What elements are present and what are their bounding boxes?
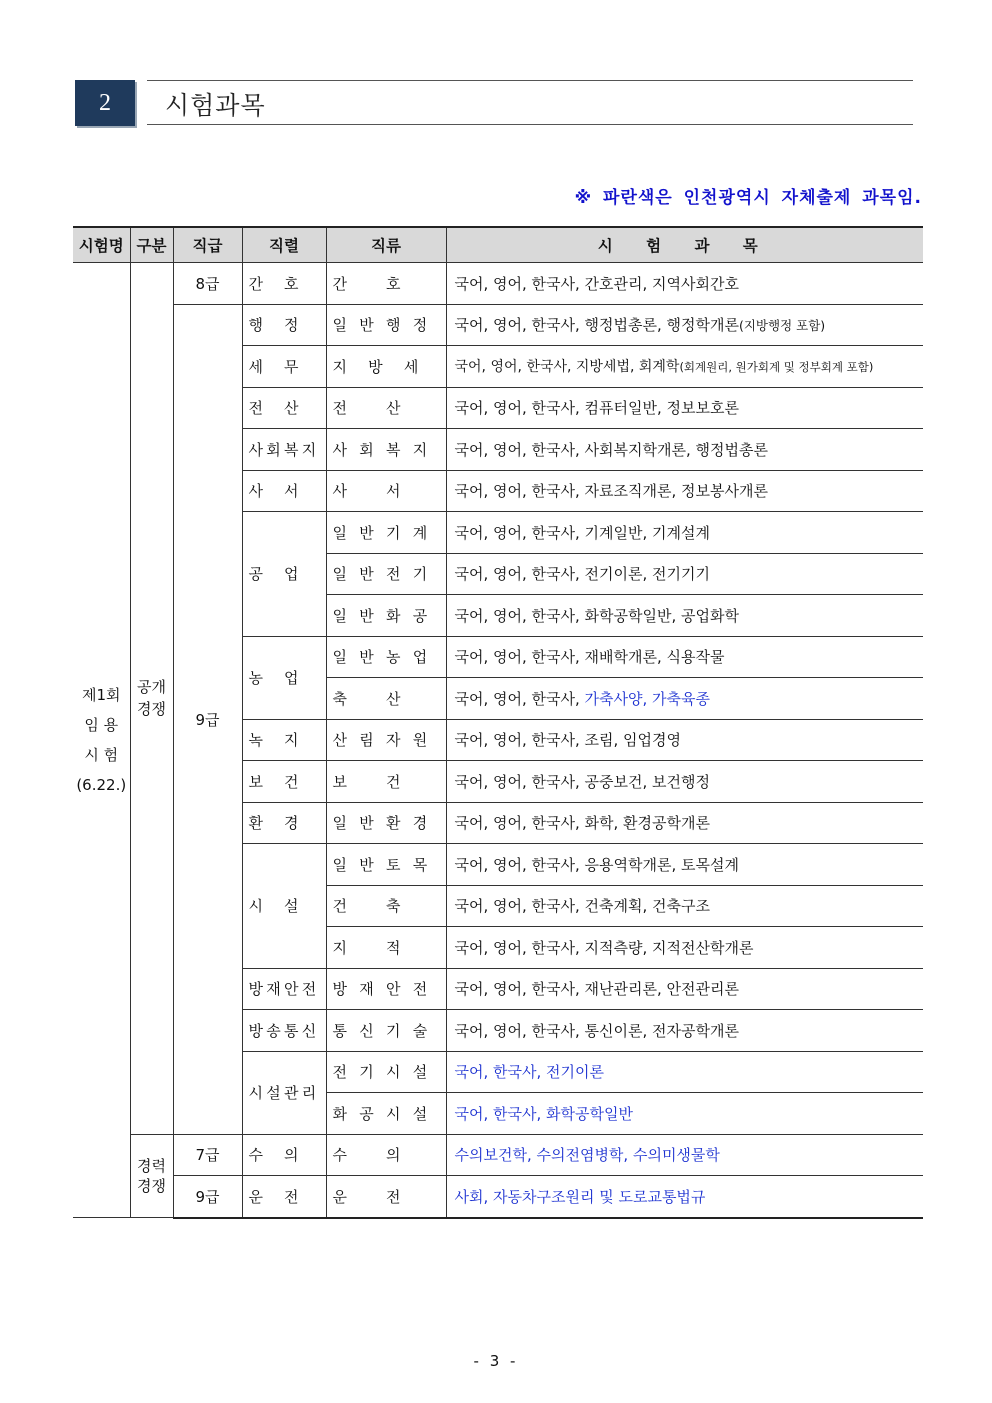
stream-cell [326, 844, 446, 886]
stream-label [333, 563, 440, 584]
label-char: 업 [412, 648, 428, 667]
label-char: 전 [412, 980, 428, 999]
label-char: 축 [332, 689, 347, 708]
label-char: 방 [248, 980, 263, 999]
series-label [249, 439, 320, 460]
label-char: 의 [386, 1146, 401, 1165]
stream-cell [326, 968, 446, 1010]
subjects-text: 국어, 영어, 한국사, 건축계획, 건축구조 [454, 897, 710, 916]
series-label [249, 812, 320, 833]
stream-label [333, 895, 440, 916]
label-char: 세 [403, 357, 419, 376]
label-char: 신 [301, 1021, 317, 1040]
stream-cell [326, 429, 446, 471]
label-char: 지 [332, 357, 347, 376]
series-cell [242, 1051, 326, 1134]
label-char: 시 [248, 1084, 263, 1102]
exam-name-cell [73, 263, 130, 1218]
subjects-cell [446, 968, 923, 1010]
series-label [249, 1186, 320, 1207]
subjects-text: 국어, 영어, 한국사, 조림, 임업경영 [454, 731, 682, 750]
stream-label [333, 854, 440, 875]
series-cell [242, 429, 326, 471]
label-char: 수 [248, 1146, 263, 1165]
label-char: 방 [248, 1021, 263, 1040]
label-char: 반 [359, 565, 374, 584]
label-char: 호 [386, 274, 401, 293]
stream-label [333, 978, 440, 999]
label-char: 농 [386, 648, 401, 667]
subjects-text: 국어, 영어, 한국사, 재배학개론, 식용작물 [454, 648, 725, 667]
label-char: 수 [332, 1146, 347, 1165]
label-char: 정 [412, 316, 428, 335]
label-char: 서 [284, 482, 299, 501]
header-exam-name: 시험명 [73, 227, 130, 263]
label-char: 통 [332, 1021, 347, 1040]
category-career-line: 경력 [137, 1156, 166, 1175]
label-char: 방 [368, 357, 383, 376]
label-char: 신 [359, 1021, 374, 1040]
stream-cell [326, 263, 446, 305]
label-char: 복 [284, 440, 299, 459]
subjects-text: 국어, 영어, 한국사, 응용역학개론, 토목설계 [454, 855, 739, 874]
label-char: 목 [412, 855, 428, 874]
stream-cell [326, 387, 446, 429]
label-char: 의 [284, 1146, 299, 1165]
label-char: 일 [332, 316, 347, 335]
table-row [73, 304, 923, 346]
stream-label [333, 729, 440, 750]
label-char: 적 [386, 938, 401, 957]
label-char: 전 [332, 1063, 347, 1082]
subjects-cell [446, 1176, 923, 1218]
stream-cell [326, 636, 446, 678]
stream-cell [326, 761, 446, 803]
subjects-cell [446, 429, 923, 471]
subjects-cell [446, 1010, 923, 1052]
subjects-text: 국어, 영어, 한국사, 자료조직개론, 정보봉사개론 [454, 482, 768, 501]
label-char: 안 [386, 980, 401, 999]
series-label [249, 314, 320, 335]
subjects-cell [446, 802, 923, 844]
label-char: 토 [386, 855, 401, 874]
label-char: 공 [412, 606, 428, 625]
stream-cell [326, 595, 446, 637]
exam-name-line: 시 험 [84, 746, 119, 764]
subjects-text: 국어, 영어, 한국사, 행정법총론, 행정학개론 [454, 316, 739, 335]
series-label [249, 563, 320, 584]
subjects-cell [446, 512, 923, 554]
subjects-cell [446, 553, 923, 595]
stream-label [333, 688, 440, 709]
label-char: 설 [412, 1063, 428, 1082]
stream-label [333, 1061, 440, 1082]
label-char: 전 [386, 1187, 401, 1206]
series-label [249, 729, 320, 750]
blue-subject-note: ※ 파란색은 인천광역시 자체출제 과목임. [574, 188, 922, 208]
series-cell [242, 1134, 326, 1176]
label-char: 보 [332, 772, 347, 791]
label-char: 산 [284, 399, 299, 418]
label-char: 재 [359, 980, 374, 999]
category-open-line: 경쟁 [137, 700, 166, 719]
label-char: 지 [301, 440, 317, 459]
label-char: 행 [386, 316, 401, 335]
subjects-text: 국어, 영어, 한국사, 전기이론, 전기기기 [454, 565, 710, 584]
label-char: 방 [332, 980, 347, 999]
label-char: 전 [301, 980, 317, 999]
stream-label [333, 1020, 440, 1041]
category-career-cell [130, 1134, 173, 1218]
label-char: 설 [266, 1084, 281, 1102]
subjects-text: 국어, 영어, 한국사, [454, 689, 585, 708]
label-char: 화 [386, 606, 401, 625]
label-char: 녹 [248, 731, 263, 750]
section-rule-bottom [147, 124, 913, 125]
label-char: 무 [284, 357, 299, 376]
stream-label [333, 522, 440, 543]
label-char: 사 [332, 482, 347, 501]
subjects-text: 국어, 영어, 한국사, 사회복지학개론, 행정법총론 [454, 440, 768, 459]
label-char: 호 [284, 274, 299, 293]
series-label [249, 667, 320, 688]
series-label [249, 1082, 320, 1103]
stream-cell [326, 719, 446, 761]
label-char: 림 [359, 731, 374, 750]
stream-cell [326, 885, 446, 927]
exam-name-line: 제1회 [81, 686, 121, 704]
table-row [73, 1134, 923, 1176]
header-series: 직렬 [242, 227, 326, 263]
stream-label [333, 1186, 440, 1207]
stream-cell [326, 470, 446, 512]
subjects-text: 국어, 영어, 한국사, 지적측량, 지적전산학개론 [454, 938, 754, 957]
label-char: 일 [332, 565, 347, 584]
series-cell [242, 263, 326, 305]
subjects-text: 국어, 영어, 한국사, 간호관리, 지역사회간호 [454, 274, 739, 293]
label-char: 업 [284, 669, 299, 687]
subjects-cell [446, 927, 923, 969]
label-char: 건 [332, 897, 347, 916]
series-label [249, 978, 320, 999]
label-char: 운 [332, 1187, 347, 1206]
subjects-cell [446, 844, 923, 886]
header-grade: 직급 [173, 227, 242, 263]
series-cell [242, 304, 326, 346]
label-char: 기 [386, 1021, 401, 1040]
stream-label [333, 646, 440, 667]
label-char: 술 [412, 1021, 428, 1040]
series-label [249, 1020, 320, 1041]
label-char: 원 [412, 731, 428, 750]
label-char: 일 [332, 814, 347, 833]
header-stream: 직류 [326, 227, 446, 263]
stream-label [333, 771, 440, 792]
label-char: 일 [332, 606, 347, 625]
series-label [249, 273, 320, 294]
stream-label [333, 937, 440, 958]
grade-cell: 9급 [173, 304, 242, 1134]
label-char: 화 [332, 1104, 347, 1123]
grade-cell: 9급 [173, 1176, 242, 1218]
label-char: 세 [248, 357, 263, 376]
stream-cell [326, 1051, 446, 1093]
label-char: 행 [248, 316, 263, 335]
series-cell [242, 346, 326, 388]
series-cell [242, 761, 326, 803]
stream-cell [326, 512, 446, 554]
subjects-cell [446, 387, 923, 429]
label-char: 기 [412, 565, 428, 584]
section-title: 시험과목 [165, 91, 266, 120]
subjects-note: (회계원리, 원가회계 및 정부회계 포함) [679, 360, 874, 375]
label-char: 사 [248, 482, 263, 501]
stream-label [333, 812, 440, 833]
subjects-cell [446, 263, 923, 305]
subjects-text: 국어, 영어, 한국사, 화학, 환경공학개론 [454, 814, 710, 833]
label-char: 반 [359, 648, 374, 667]
series-cell [242, 844, 326, 969]
series-label [249, 771, 320, 792]
label-char: 일 [332, 523, 347, 542]
label-char: 경 [412, 814, 428, 833]
label-char: 설 [412, 1104, 428, 1123]
category-open-cell [130, 263, 173, 1135]
stream-cell [326, 553, 446, 595]
header-subjects: 시 험 과 목 [446, 227, 923, 263]
subjects-cell [446, 636, 923, 678]
stream-label [333, 1144, 440, 1165]
subjects-text: 국어, 영어, 한국사, 지방세법, 회계학 [454, 359, 680, 376]
label-char: 지 [284, 731, 299, 750]
series-cell [242, 470, 326, 512]
subjects-text: 국어, 영어, 한국사, 공중보건, 보건행정 [454, 772, 710, 791]
exam-name-line: 임 용 [84, 716, 119, 734]
label-char: 회 [359, 440, 374, 459]
label-char: 기 [386, 523, 401, 542]
table-row [73, 1176, 923, 1218]
label-char: 자 [386, 731, 401, 750]
stream-cell [326, 346, 446, 388]
label-char: 환 [248, 814, 263, 833]
local-subjects-text: 국어, 한국사, 화학공학일반 [454, 1104, 633, 1123]
label-char: 서 [386, 482, 401, 501]
label-char: 관 [284, 1084, 299, 1102]
label-char: 정 [284, 316, 299, 335]
label-char: 일 [332, 648, 347, 667]
category-career-line: 경쟁 [137, 1176, 166, 1195]
section-rule-top [147, 80, 913, 81]
stream-label [333, 605, 440, 626]
stream-cell [326, 1176, 446, 1218]
label-char: 리 [301, 1084, 317, 1102]
label-char: 전 [386, 565, 401, 584]
series-cell [242, 802, 326, 844]
stream-label [333, 273, 440, 294]
label-char: 반 [359, 606, 374, 625]
label-char: 산 [386, 399, 401, 418]
subjects-cell [446, 595, 923, 637]
label-char: 전 [332, 399, 347, 418]
stream-cell [326, 1010, 446, 1052]
stream-cell [326, 1134, 446, 1176]
subjects-cell [446, 761, 923, 803]
section-number-badge: 2 [75, 80, 135, 126]
subjects-cell [446, 1051, 923, 1093]
stream-label [333, 397, 440, 418]
label-char: 계 [412, 523, 428, 542]
label-char: 반 [359, 855, 374, 874]
series-cell [242, 636, 326, 719]
stream-cell [326, 678, 446, 720]
series-cell [242, 387, 326, 429]
series-cell [242, 1176, 326, 1218]
series-cell [242, 719, 326, 761]
category-open-line: 공개 [137, 678, 166, 697]
label-char: 보 [248, 772, 263, 791]
subjects-cell [446, 470, 923, 512]
label-char: 일 [332, 855, 347, 874]
label-char: 반 [359, 316, 374, 335]
stream-cell [326, 802, 446, 844]
label-char: 반 [359, 814, 374, 833]
stream-label [333, 480, 440, 501]
subjects-text: 국어, 영어, 한국사, 통신이론, 전자공학개론 [454, 1021, 739, 1040]
local-subjects-text: 사회, 자동차구조원리 및 도로교통법규 [454, 1187, 706, 1206]
stream-cell [326, 927, 446, 969]
label-char: 경 [284, 814, 299, 833]
label-char: 기 [359, 1063, 374, 1082]
page-number: - 3 - [473, 1352, 519, 1370]
label-char: 복 [386, 440, 401, 459]
label-char: 공 [248, 565, 263, 584]
label-char: 사 [332, 440, 347, 459]
stream-cell [326, 304, 446, 346]
label-char: 회 [266, 440, 281, 459]
stream-label [333, 356, 440, 377]
label-char: 건 [386, 772, 401, 791]
series-label [249, 480, 320, 501]
label-char: 재 [266, 980, 281, 999]
series-label [249, 895, 320, 916]
grade-cell: 8급 [173, 263, 242, 305]
local-subjects-text: 가축사양, 가축육종 [584, 689, 711, 708]
exam-name-line: (6.22.) [76, 776, 127, 794]
stream-cell [326, 1093, 446, 1135]
local-subjects-text: 국어, 한국사, 전기이론 [454, 1063, 604, 1082]
series-label [249, 356, 320, 377]
series-label [249, 397, 320, 418]
label-char: 송 [266, 1021, 281, 1040]
label-char: 지 [332, 938, 347, 957]
series-cell [242, 1010, 326, 1052]
label-char: 운 [248, 1187, 263, 1206]
subjects-cell [446, 885, 923, 927]
series-cell [242, 512, 326, 637]
subjects-cell [446, 1093, 923, 1135]
label-char: 시 [386, 1063, 401, 1082]
label-char: 통 [284, 1021, 299, 1040]
label-char: 환 [386, 814, 401, 833]
label-char: 지 [412, 440, 428, 459]
label-char: 건 [284, 772, 299, 791]
subjects-cell [446, 678, 923, 720]
table-row [73, 263, 923, 305]
subjects-text: 국어, 영어, 한국사, 컴퓨터일반, 정보보호론 [454, 399, 739, 418]
local-subjects-text: 수의보건학, 수의전염병학, 수의미생물학 [454, 1146, 720, 1165]
label-char: 업 [284, 565, 299, 584]
label-char: 시 [248, 897, 263, 916]
stream-label [333, 1103, 440, 1124]
label-char: 산 [386, 689, 401, 708]
subjects-text: 국어, 영어, 한국사, 화학공학일반, 공업화학 [454, 606, 739, 625]
series-cell [242, 968, 326, 1010]
label-char: 축 [386, 897, 401, 916]
label-char: 농 [248, 669, 263, 687]
subjects-text: 국어, 영어, 한국사, 기계일반, 기계설계 [454, 523, 710, 542]
label-char: 간 [248, 274, 263, 293]
label-char: 공 [359, 1104, 374, 1123]
series-label [249, 1144, 320, 1165]
label-char: 안 [284, 980, 299, 999]
stream-label [333, 439, 440, 460]
label-char: 전 [248, 399, 263, 418]
exam-subjects-table [73, 226, 923, 1219]
label-char: 전 [284, 1187, 299, 1206]
label-char: 설 [284, 897, 299, 916]
label-char: 간 [332, 274, 347, 293]
subjects-cell [446, 304, 923, 346]
label-char: 사 [248, 440, 263, 459]
table-header-row [73, 227, 923, 263]
grade-cell: 7급 [173, 1134, 242, 1176]
header-category: 구분 [130, 227, 173, 263]
label-char: 산 [332, 731, 347, 750]
label-char: 반 [359, 523, 374, 542]
subjects-cell [446, 1134, 923, 1176]
label-char: 시 [386, 1104, 401, 1123]
subjects-note: (지방행정 포함) [738, 318, 826, 334]
subjects-text: 국어, 영어, 한국사, 재난관리론, 안전관리론 [454, 980, 739, 999]
subjects-cell [446, 346, 923, 388]
stream-label [333, 314, 440, 335]
subjects-cell [446, 719, 923, 761]
